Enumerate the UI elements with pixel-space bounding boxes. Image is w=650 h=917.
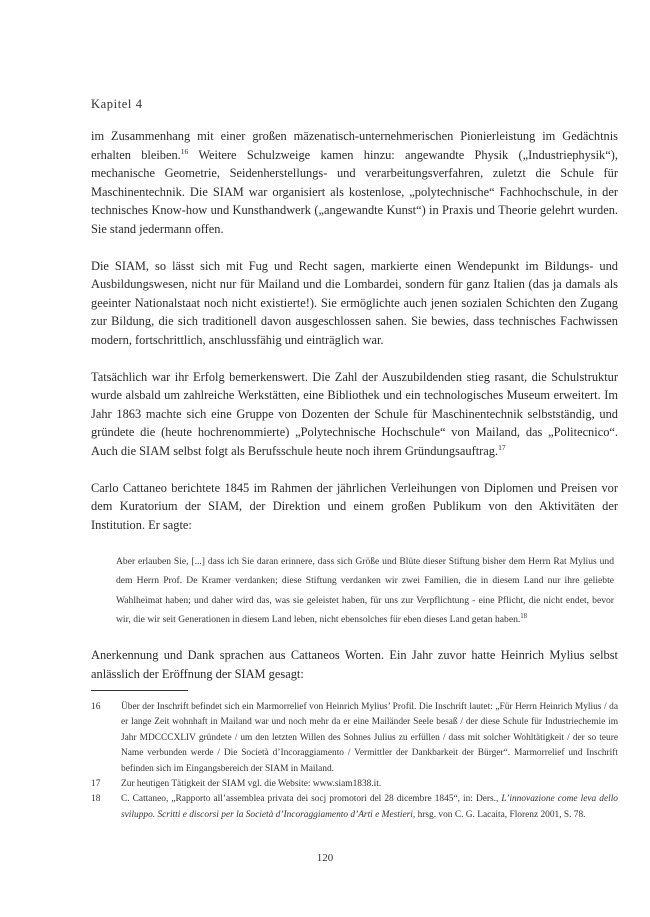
block-quote: Aber erlauben Sie, [...] dass ich Sie daran erinnere, dass sich Größe und Blüte dieser Stiftung bisher dem Herrn Rat Mylius und dem Herrn Prof. De Kramer verdanken; diese Stiftung verdanken wir zwei Familien, die in diesem Land nur ihre geliebte Wahlheimat haben; und daher wird das, was sie geleistet haben, für uns zur Verpflichtung - eine Pflicht, die nicht endet, bevor wir, die wir seit Generationen in diesem Land leben, nicht ebensolches für eben dieses Land getan haben.$^{18}$ (116, 556, 614, 625)
paragraph-2: Die SIAM, so lässt sich mit Fug und Recht sagen, markierte einen Wendepunkt im Bildungs- und Ausbildungswesen, nicht nur für Mailand und die Lombardei, sondern für ganz Italien (das ja damals als geeinter Nationalstaat noch nicht existierte!). Sie ermöglichte auch jenen sozialen Schichten den Zugang zur Bildung, die sich traditionell davon ausgeschlossen sahen. Sie bewies, dass technisches Fachwissen modern, fortschrittlich, anschlussfähig und einträglich war. (91, 258, 618, 347)
page-number: 120 (316, 852, 334, 864)
body-text (91, 127, 618, 701)
footnote-16 (91, 700, 618, 777)
footnote-number: 17 (91, 779, 101, 790)
footnote-18 (91, 792, 618, 823)
footnote-number: 16 (91, 702, 101, 712)
paragraph-1: im Zusammenhang mit einer großen mäzenatisch-unternehmerischen Pionierleistung im Gedächtnis erhalten bleiben.$^{16}$ Weitere Schulzweige kamen hinzu: angewandte Physik („Industriephysik“), mechanische Geometrie, Seidenherstellungs- und verarbeitungsverfahren, zuletzt die Schule für Maschinentechnik. Die SIAM war organisiert als kostenlose, „polytechnische“ Fachhochschule, in der technisches Know-how und Kunsthandwerk („angewandte Kunst“) in Praxis und Theorie gelehrt wurden. Sie stand jedermann offen. (91, 129, 618, 236)
footnote-text: Über der Inschrift befindet sich ein Marmorrelief von Heinrich Mylius’ Profil. Die Inschrift lautet: „Für Herrn Heinrich Mylius / da er lange Zeit wohnhaft in Mailand war und noch mehr da er eine Mailänder Seele besaß / der diese Schule für Industriechemie im Jahr MDCCCXLIV gründete / um den letzten Willen des Sohnes Julius zu erfüllen / dass mit solcher Wohltätigkeit / der so teure Name verbunden werde / Die Società d’Incoraggiamento / Vermittler der Dankbarkeit der Bürger“. Marmorrelief und Inschrift befinden sich im Eingangsbereich der SIAM in Mailand. (121, 702, 618, 774)
paragraph-3: Tatsächlich war ihr Erfolg bemerkenswert. Die Zahl der Auszubildenden stieg rasant, die Schulstruktur wurde alsbald um zahlreiche Werkstätten, eine Bibliothek und ein technologisches Museum erweitert. Im Jahr 1863 machte sich eine Gruppe von Dozenten der Schule für Maschinentechnik selbstständig, und gründete die (heute hochrenommierte) „Polytechnische Hochschule“ von Mailand, das „Politecnico“. Auch die SIAM selbst folgt als Berufsschule heute noch ihrem Gründungsauftrag.$^{17}$ (91, 369, 618, 458)
running-header: Kapitel 4 (91, 97, 143, 111)
paragraph-4: Carlo Cattaneo berichtete 1845 im Rahmen der jährlichen Verleihungen von Diplomen und Preisen vor dem Kuratorium der SIAM, der Direktion und einem großen Publikum von den Aktivitäten der Institution. Er sagte: (91, 480, 618, 532)
closing-paragraph: Anerkennung und Dank sprachen aus Cattaneos Worten. Ein Jahr zuvor hatte Heinrich Mylius selbst anlässlich der Eröffnung der SIAM gesagt: (91, 648, 618, 681)
book-title: L’innovazione come leva dello sviluppo. Scritti e discorsi per la Società d’Incoraggiamento d’Arti e Mestieri (121, 794, 618, 820)
footnote-ref-18[interactable]: 18 (520, 612, 528, 620)
footnote-ref-16[interactable]: 16 (180, 146, 189, 156)
footnote-text: C. Cattaneo, „Rapporto all’assemblea privata dei socj promotori del 28 dicembre 1845“, in: Ders., L’innovazione come leva dello sviluppo. Scritti e discorsi per la Società d’Incoraggiamento d’Arti e Mestieri, hrsg. von C. G. Lacaita, Florenz 2001, S. 78. (121, 794, 618, 820)
footnotes (91, 700, 618, 823)
footnote-17 (91, 777, 618, 792)
footnote-ref-17[interactable]: 17 (498, 442, 506, 452)
footnote-text: Zur heutigen Tätigkeit der SIAM vgl. die Website: www.siam1838.it. (121, 779, 382, 790)
footnote-number: 18 (91, 794, 101, 805)
footnote-divider (91, 690, 188, 691)
